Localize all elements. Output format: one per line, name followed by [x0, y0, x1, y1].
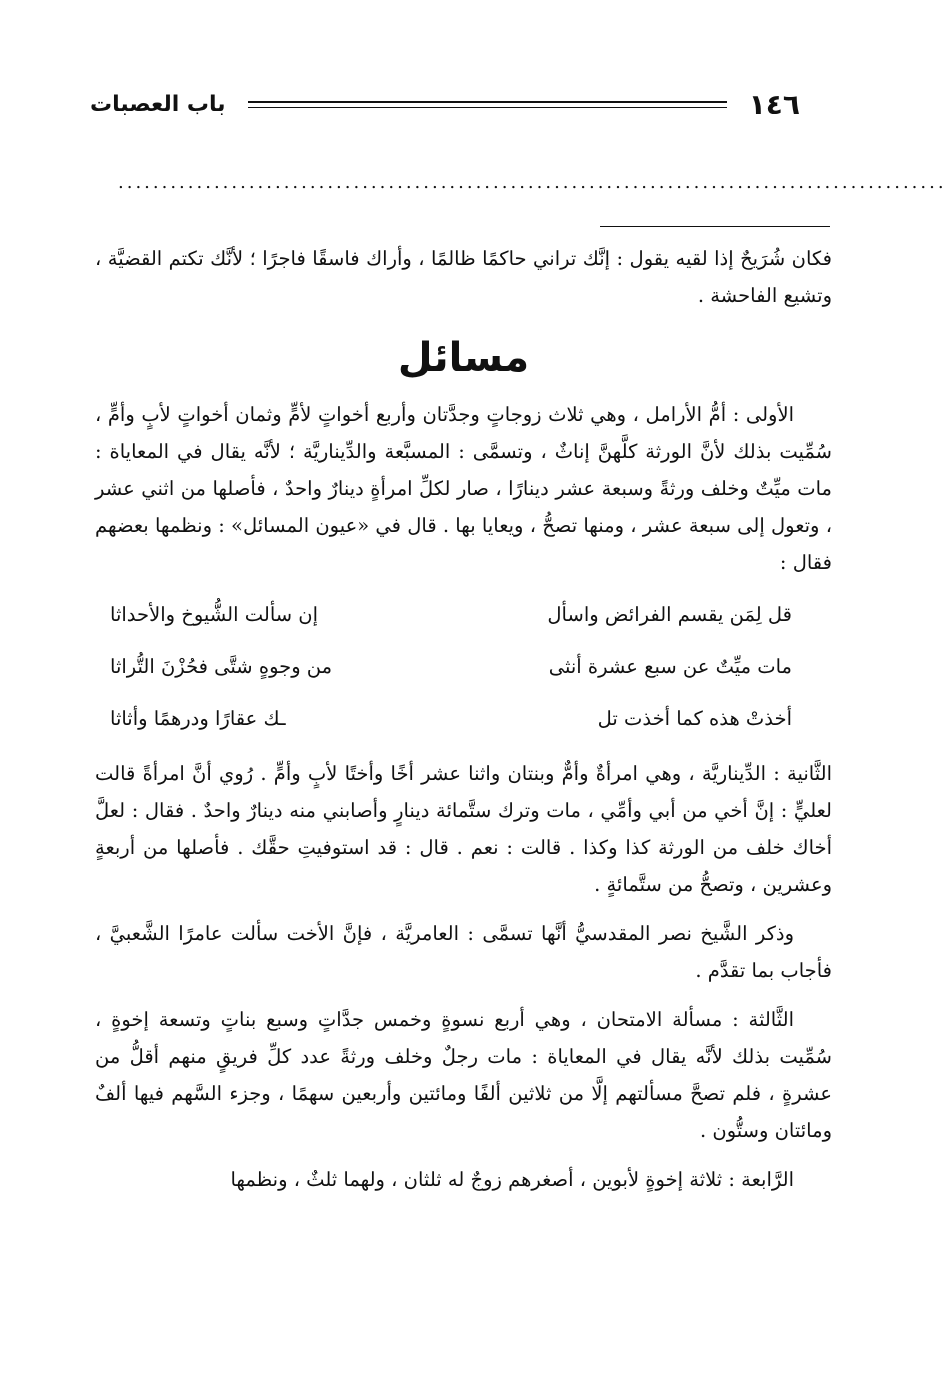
- page-number: ١٤٦: [748, 87, 800, 121]
- verse-second-hemistich: ـك عقارًا ودرهمًا وأثاثا: [110, 707, 286, 730]
- running-title: باب العصبات: [90, 91, 226, 117]
- paragraph-third-case: الثَّالثة : مسألة الامتحان ، وهي أربع نسوةٍ وخمس جدَّاتٍ وسبع بناتٍ وتسعة إخوةٍ ، سُمِّيت بذلك لأنَّه يقال في المعاياة : مات رجلٌ وخلف ورثةً عدد كلِّ فريقٍ منهم أقلُّ من عشرةٍ ، فلم تصحَّ مسألتهم إلَّا من ثلاثين ألفًا ومائتين وأربعين سهمًا ، وجزء السَّهم فيها ألفٌ ومائتان وستُّون .: [95, 1008, 832, 1142]
- footnote-rule: [600, 226, 830, 227]
- verse-line: [95, 641, 832, 693]
- verse-first-hemistich: أخذتْ هذه كما أخذت تل: [597, 707, 792, 730]
- verse-first-hemistich: مات ميِّتٌ عن سبع عشرة أنثى: [548, 655, 792, 678]
- verse-line: [95, 693, 832, 745]
- paragraph-second-case: الثَّانية : الدِّيناريَّة ، وهي امرأةٌ وأمٌّ وبنتان واثنا عشر أخًا وأختًا لأبٍ وأمٍّ . رُوي أنَّ امرأةً قالت لعليٍّ : إنَّ أخي من أبي وأمِّي ، مات وترك ستَّمائة دينارٍ وأصابني منه دينارٌ واحدٌ . فقال : لعلَّ أخاك خلف من الورثة كذا وكذا . قالت : نعم . قال : قد استوفيتِ حقَّك . فأصلها من أربعةٍ وعشرين ، وتصحُّ من ستَّمائةٍ .: [95, 762, 832, 896]
- verse-line: [95, 589, 832, 641]
- verse-second-hemistich: من وجوهٍ شتَّى فحُزْنَ التُّراثا: [110, 655, 333, 678]
- verse-first-hemistich: قل لِمَن يقسم الفرائض واسأل: [547, 603, 792, 626]
- paragraph-first-case: الأولى : أمُّ الأرامل ، وهي ثلاث زوجاتٍ وجدَّتان وأربع أخواتٍ لأمٍّ وثمان أخواتٍ لأبٍ وأمٍّ ، سُمِّيت بذلك لأنَّ الورثة كلَّهنَّ إناثٌ ، وتسمَّى : المسبَّعة والدِّيناريَّة ؛ لأنَّه يقال في المعاياة : مات ميِّتٌ وخلف ورثةً وسبعة عشر دينارًا ، صار لكلِّ امرأةٍ دينارٌ واحدٌ ، فأصلها من اثني عشر ، وتعول إلى سبعة عشر ، ومنها تصحُّ ، ويعايا بها . قال في «عيون المسائل» : ونظمها بعضهم فقال :: [95, 403, 832, 574]
- poem-verses: [95, 589, 832, 745]
- page-header: [90, 82, 800, 126]
- page-body: [95, 240, 832, 1198]
- paragraph-ameriyya: وذكر الشَّيخ نصر المقدسيُّ أنَّها تسمَّى : العامريَّة ، فإنَّ الأخت سألت عامرًا الشَّعبيَّ ، فأجاب بما تقدَّم .: [95, 922, 832, 982]
- dotted-separator: ...............................................................................................: [118, 172, 947, 193]
- paragraph-fourth-case: الرَّابعة : ثلاثة إخوةٍ لأبوين ، أصغرهم زوجٌ له ثلثان ، ولهما ثلثٌ ، ونظمها: [230, 1168, 794, 1191]
- section-title: مسائل: [397, 335, 530, 381]
- intro-paragraph: فكان شُرَيحٌ إذا لقيه يقول : إنَّك تراني حاكمًا ظالمًا ، وأراك فاسقًا فاجرًا ؛ لأنَّك تكتم القضيَّة ، وتشيع الفاحشة .: [95, 247, 832, 307]
- verse-second-hemistich: إن سألت الشُّيوخ والأحداثا: [110, 603, 319, 626]
- header-rule: [248, 101, 727, 108]
